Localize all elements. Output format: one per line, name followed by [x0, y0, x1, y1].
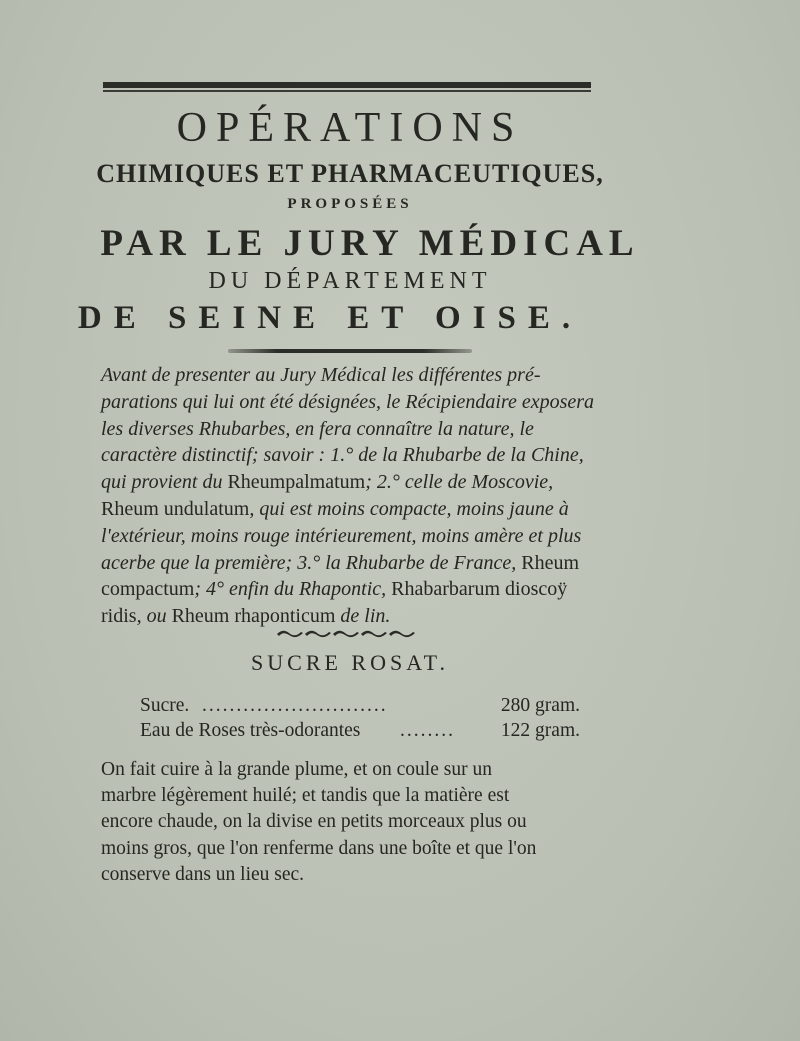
page-subtitle: CHIMIQUES ET PHARMACEUTIQUES, [96, 159, 604, 188]
middle-rule [228, 349, 472, 353]
method-line: moins gros, que l'on renferme dans une boîte et que l'on [101, 837, 537, 859]
intro-line: Avant de presenter au Jury Médical les différentes pré- [101, 364, 541, 386]
seine-heading: DE SEINE ET OISE. [77, 300, 583, 336]
intro-text: de lin. [335, 605, 391, 628]
intro-text: , qui est moins compacte, moins jaune à [249, 497, 569, 520]
jury-heading: PAR LE JURY MÉDICAL [100, 223, 640, 264]
intro-text: ; 4° enfin du Rhapontic, [194, 578, 392, 601]
intro-line [101, 496, 601, 523]
latin-name: Rheum undulatum [101, 497, 250, 520]
page-title: OPÉRATIONS [176, 105, 524, 151]
intro-line: les diverses Rhubarbes, en fera connaître la nature, le [101, 417, 534, 440]
intro-line: l'extérieur, moins rouge intérieurement, moins amère et plus [101, 524, 582, 547]
intro-paragraph [101, 362, 601, 630]
method-line: encore chaude, on la divise en petits morceaux plus ou [101, 811, 527, 833]
proposees-heading: PROPOSÉES [287, 196, 413, 212]
intro-text: acerbe que la première; 3.° la Rhubarbe de France, [101, 551, 522, 574]
leader-dots: ........................... [202, 695, 388, 716]
intro-text: qui provient du [101, 471, 228, 494]
leader-dots: ........ [400, 720, 455, 741]
ingredient-name: Sucre. [140, 695, 190, 716]
latin-name: Rheum rhaponticum [171, 605, 336, 628]
intro-text: ; 2.° celle de Moscovie, [365, 471, 554, 494]
recipe-title: SUCRE ROSAT. [251, 650, 449, 675]
intro-line: parations qui lui ont été désignées, le Récipiendaire exposera [101, 390, 595, 413]
top-rule-thick [103, 82, 591, 88]
method-line: conserve dans un lieu sec. [101, 863, 305, 885]
ingredient-quantity: 122 gram. [500, 720, 580, 741]
method-line: On fait cuire à la grande plume, et on coule sur un [101, 759, 492, 780]
method-line: marbre légèrement huilé; et tandis que la matière est [101, 785, 510, 807]
latin-name: compactum [101, 578, 195, 601]
ingredient-row [140, 720, 580, 746]
latin-name: Rheumpalmatum [227, 471, 366, 494]
method-paragraph [101, 757, 601, 888]
ingredient-quantity: 280 gram. [500, 695, 580, 716]
intro-line [101, 469, 601, 496]
ingredient-name: Eau de Roses très-odorantes [140, 720, 361, 741]
latin-name: Rheum [521, 551, 580, 574]
intro-line [101, 550, 601, 577]
top-rule-thin [103, 90, 591, 92]
fleuron-ornament [275, 626, 420, 640]
latin-name: Rhabarbarum dioscoÿ [391, 578, 568, 601]
ingredient-row [140, 695, 580, 721]
intro-text: , ou [136, 605, 172, 628]
latin-name: ridis [101, 605, 137, 628]
top-double-rule [103, 82, 591, 92]
intro-line [101, 576, 601, 603]
departement-heading: DU DÉPARTEMENT [208, 268, 492, 294]
intro-line: caractère distinctif; savoir : 1.° de la Rhubarbe de la Chine, [101, 444, 584, 467]
